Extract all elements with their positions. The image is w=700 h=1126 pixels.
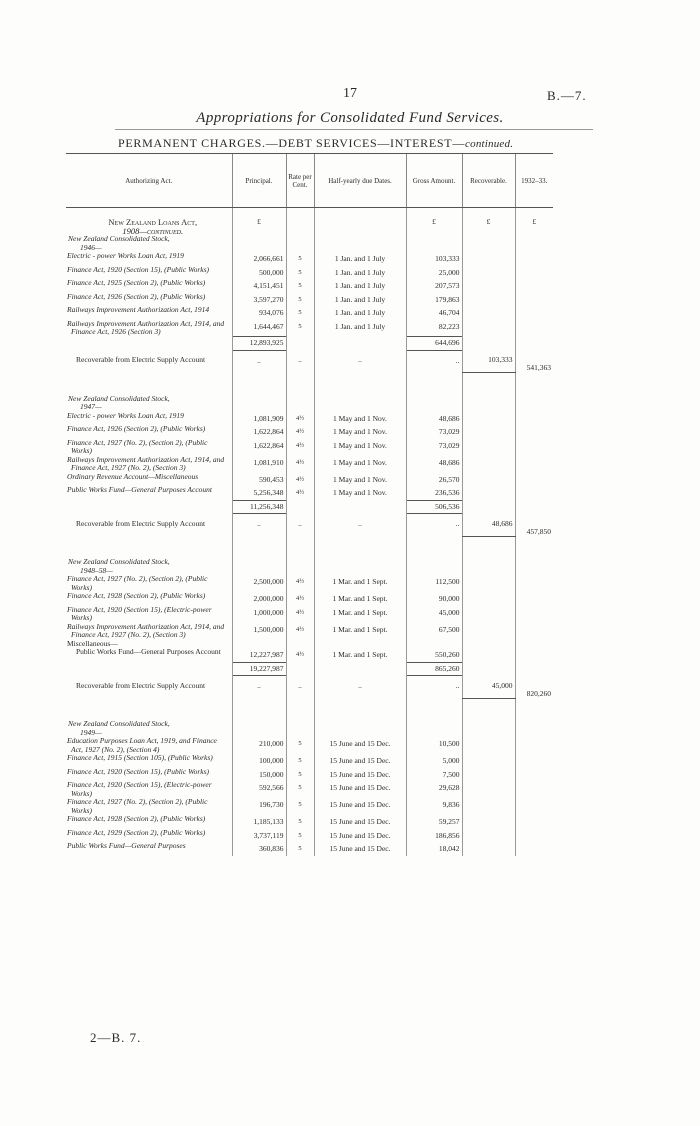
table-row — [66, 815, 553, 829]
gross-amount: 48,686 — [406, 456, 462, 473]
table-row — [66, 486, 553, 500]
table-row — [66, 606, 553, 623]
net-amount: 541,363 — [515, 350, 553, 373]
page-title: Appropriations for Consolidated Fund Services. — [196, 110, 504, 126]
authorizing-act: Public Works Fund—General Purposes Account — [67, 485, 212, 494]
due-dates: 1 May and 1 Nov. — [314, 439, 406, 456]
principal-amount: 150,000 — [232, 768, 286, 782]
authorizing-act: Education Purposes Loan Act, 1919, and Finance Act, 1927 (No. 2), (Section 4) — [67, 736, 217, 754]
principal-amount: 1,081,909 — [232, 412, 286, 426]
rate-per-cent: 5 — [286, 768, 314, 782]
principal-amount: 590,453 — [232, 473, 286, 487]
gross-total: 865,260 — [406, 662, 462, 676]
due-dates: 1 Jan. and 1 July — [314, 306, 406, 320]
due-dates: 1 Jan. and 1 July — [314, 266, 406, 280]
rate-per-cent: 4½ — [286, 606, 314, 623]
dots-gross: .. — [406, 514, 462, 537]
gross-amount: 59,257 — [406, 815, 462, 829]
principal-amount: 500,000 — [232, 266, 286, 280]
table-row — [66, 439, 553, 456]
stock-heading-row — [66, 720, 553, 737]
rate-per-cent: 5 — [286, 306, 314, 320]
authorizing-act: Electric - power Works Loan Act, 1919 — [67, 410, 184, 420]
authorizing-act: Finance Act, 1926 (Section 2), (Public Works) — [67, 424, 206, 433]
rate-per-cent: 4½ — [286, 473, 314, 487]
rate-per-cent: 4½ — [286, 456, 314, 473]
stock-label — [66, 720, 232, 737]
header-year: 1932–33. — [515, 154, 553, 208]
stock-name: New Zealand Consolidated Stock, — [68, 719, 170, 728]
header-due-dates: Half-yearly due Dates. — [314, 154, 406, 208]
rate-per-cent: 4½ — [286, 425, 314, 439]
stock-label — [66, 235, 232, 252]
dots-rate: .. — [286, 676, 314, 699]
gross-amount: 103,333 — [406, 252, 462, 266]
dots-gross: .. — [406, 350, 462, 373]
rate-per-cent: 5 — [286, 279, 314, 293]
principal-amount: 2,000,000 — [232, 592, 286, 606]
due-dates: 1 Mar. and 1 Sept. — [314, 623, 406, 640]
principal-amount: 1,644,467 — [232, 320, 286, 337]
table-header-row — [66, 154, 553, 208]
dots-principal: .. — [232, 676, 286, 699]
stock-heading-row — [66, 395, 553, 412]
table-row — [66, 412, 553, 426]
gross-amount: 90,000 — [406, 592, 462, 606]
recoverable-amount: 48,686 — [462, 514, 515, 537]
dots-principal: .. — [232, 350, 286, 373]
recoverable-label: Recoverable from Electric Supply Account — [76, 355, 206, 364]
table-row — [66, 592, 553, 606]
table-row — [66, 293, 553, 307]
authorizing-act: Railways Improvement Authorization Act, 1914, and Finance Act, 1927 (No. 2), (Section 3) — [67, 621, 225, 639]
rate-per-cent: 4½ — [286, 486, 314, 500]
gross-amount: 46,704 — [406, 306, 462, 320]
gross-amount: 18,042 — [406, 842, 462, 856]
principal-total: 12,893,925 — [232, 337, 286, 351]
due-dates: 1 May and 1 Nov. — [314, 412, 406, 426]
rate-per-cent: 5 — [286, 842, 314, 856]
authorizing-act: Ordinary Revenue Account—Miscellaneous — [67, 471, 199, 481]
net-amount: 820,260 — [515, 676, 553, 699]
authorizing-act: Miscellaneous— — [67, 638, 118, 648]
due-dates: 15 June and 15 Dec. — [314, 737, 406, 754]
principal-total: 11,256,348 — [232, 500, 286, 514]
authorizing-act: Finance Act, 1927 (No. 2), (Section 2), (Public Works) — [67, 437, 208, 455]
authorizing-act: Electric - power Works Loan Act, 1919 — [67, 251, 184, 260]
stock-name: New Zealand Consolidated Stock, — [68, 557, 170, 566]
table-row — [66, 473, 553, 487]
heading-act-row — [66, 218, 553, 235]
authorizing-act: Finance Act, 1920 (Section 15), (Electric-power Works) — [67, 780, 212, 798]
recoverable-label: Recoverable from Electric Supply Account — [76, 518, 206, 528]
currency-year: £ — [515, 218, 553, 235]
authorizing-act: Finance Act, 1915 (Section 105), (Public Works) — [67, 753, 213, 762]
gross-amount: 48,686 — [406, 412, 462, 426]
table-row — [66, 781, 553, 798]
table-row — [66, 252, 553, 266]
gross-amount: 29,628 — [406, 781, 462, 798]
principal-amount: 2,500,000 — [232, 575, 286, 592]
rate-per-cent — [286, 640, 314, 649]
rate-per-cent: 4½ — [286, 575, 314, 592]
authorizing-act: Finance Act, 1920 (Section 15), (Electric-power Works) — [67, 604, 212, 622]
table-row — [66, 798, 553, 815]
principal-amount: 1,185,133 — [232, 815, 286, 829]
dots-principal: .. — [232, 514, 286, 537]
gross-amount: 9,836 — [406, 798, 462, 815]
rate-per-cent: 4½ — [286, 439, 314, 456]
due-dates: 15 June and 15 Dec. — [314, 798, 406, 815]
stock-heading-row — [66, 235, 553, 252]
title-rule — [115, 129, 593, 130]
due-dates — [314, 640, 406, 649]
gross-amount: 45,000 — [406, 606, 462, 623]
heading-act — [66, 218, 232, 235]
due-dates: 1 May and 1 Nov. — [314, 456, 406, 473]
recoverable-row — [66, 350, 553, 373]
table-body — [66, 208, 553, 856]
principal-amount: 934,076 — [232, 306, 286, 320]
table-row — [66, 279, 553, 293]
table-row — [66, 306, 553, 320]
rate-per-cent: 5 — [286, 293, 314, 307]
authorizing-act: Finance Act, 1925 (Section 2), (Public Works) — [67, 278, 206, 287]
gross-amount: 207,573 — [406, 279, 462, 293]
rate-per-cent: 4½ — [286, 648, 314, 662]
due-dates: 15 June and 15 Dec. — [314, 781, 406, 798]
gross-amount: 112,500 — [406, 575, 462, 592]
appropriations-table — [66, 153, 553, 856]
principal-amount — [232, 640, 286, 649]
authorizing-act: Finance Act, 1926 (Section 2), (Public Works) — [67, 291, 206, 301]
principal-amount: 5,256,348 — [232, 486, 286, 500]
principal-amount: 1,500,000 — [232, 623, 286, 640]
recoverable-amount: 103,333 — [462, 350, 515, 373]
header-recoverable: Recoverable. — [462, 154, 515, 208]
dots-dates: .. — [314, 676, 406, 699]
gross-total: 506,536 — [406, 500, 462, 514]
gross-amount: 26,570 — [406, 473, 462, 487]
rate-per-cent: 5 — [286, 815, 314, 829]
stock-year: 1946— — [80, 242, 102, 252]
stock-heading-row — [66, 558, 553, 575]
subtitle-continued: continued. — [465, 138, 514, 150]
gross-amount: 550,260 — [406, 648, 462, 662]
table-row — [66, 623, 553, 640]
principal-total: 19,227,987 — [232, 662, 286, 676]
stock-year: 1949— — [80, 727, 102, 737]
stock-year: 1948–58— — [80, 565, 113, 575]
table-row — [66, 737, 553, 754]
due-dates: 1 Jan. and 1 July — [314, 252, 406, 266]
rate-per-cent: 5 — [286, 737, 314, 754]
principal-amount: 1,000,000 — [232, 606, 286, 623]
due-dates: 1 Mar. and 1 Sept. — [314, 648, 406, 662]
table-row — [66, 829, 553, 843]
table-row — [66, 425, 553, 439]
header-authorizing-act: Authorizing Act. — [66, 154, 232, 208]
dots-rate: .. — [286, 514, 314, 537]
document-reference: B.—7. — [547, 88, 587, 103]
page-subtitle — [118, 136, 513, 151]
principal-amount: 1,622,864 — [232, 439, 286, 456]
due-dates: 1 Mar. and 1 Sept. — [314, 606, 406, 623]
rate-per-cent: 5 — [286, 252, 314, 266]
rate-per-cent: 5 — [286, 829, 314, 843]
gross-amount: 7,500 — [406, 768, 462, 782]
authorizing-act: Finance Act, 1920 (Section 15), (Public Works) — [67, 264, 210, 274]
total-row — [66, 500, 553, 514]
rate-per-cent: 5 — [286, 754, 314, 768]
rate-per-cent: 5 — [286, 798, 314, 815]
gross-amount: 236,536 — [406, 486, 462, 500]
stock-name: New Zealand Consolidated Stock, — [68, 234, 170, 243]
table-row — [66, 768, 553, 782]
recoverable-label: Recoverable from Electric Supply Account — [76, 680, 206, 690]
gross-amount: 5,000 — [406, 754, 462, 768]
table-row — [66, 575, 553, 592]
stock-name: New Zealand Consolidated Stock, — [68, 393, 170, 403]
recoverable-row — [66, 514, 553, 537]
authorizing-act: Finance Act, 1920 (Section 15), (Public Works) — [67, 766, 210, 776]
table-row — [66, 648, 553, 662]
dots-dates: .. — [314, 350, 406, 373]
gross-amount: 10,500 — [406, 737, 462, 754]
principal-amount: 3,737,119 — [232, 829, 286, 843]
rate-per-cent: 4½ — [286, 592, 314, 606]
rate-per-cent: 4½ — [286, 412, 314, 426]
table-row — [66, 456, 553, 473]
due-dates: 15 June and 15 Dec. — [314, 829, 406, 843]
recoverable-row — [66, 676, 553, 699]
due-dates: 1 May and 1 Nov. — [314, 486, 406, 500]
gross-total: 644,696 — [406, 337, 462, 351]
due-dates: 15 June and 15 Dec. — [314, 842, 406, 856]
gross-amount: 186,856 — [406, 829, 462, 843]
stock-label — [66, 558, 232, 575]
principal-amount: 210,000 — [232, 737, 286, 754]
authorizing-act: Public Works Fund—General Purposes Account — [76, 647, 221, 656]
page-footer: 2—B. 7. — [90, 1030, 142, 1045]
authorizing-act: Finance Act, 1927 (No. 2), (Section 2), (Public Works) — [67, 797, 208, 815]
gross-amount: 25,000 — [406, 266, 462, 280]
table-row — [66, 754, 553, 768]
due-dates: 15 June and 15 Dec. — [314, 815, 406, 829]
recoverable-amount: 45,000 — [462, 676, 515, 699]
rate-per-cent: 5 — [286, 320, 314, 337]
header-principal: Principal. — [232, 154, 286, 208]
stock-year: 1947— — [80, 402, 102, 411]
due-dates: 1 Jan. and 1 July — [314, 293, 406, 307]
gross-amount: 82,223 — [406, 320, 462, 337]
authorizing-act: Railways Improvement Authorization Act, 1914, and Finance Act, 1927 (No. 2), (Section 3) — [67, 454, 225, 472]
principal-amount: 4,151,451 — [232, 279, 286, 293]
total-row — [66, 337, 553, 351]
gross-amount: 179,863 — [406, 293, 462, 307]
header-gross-amount: Gross Amount. — [406, 154, 462, 208]
due-dates: 1 May and 1 Nov. — [314, 425, 406, 439]
page-number: 17 — [343, 86, 357, 101]
principal-amount: 1,081,910 — [232, 456, 286, 473]
table-row — [66, 320, 553, 337]
gross-amount: 73,029 — [406, 439, 462, 456]
rate-per-cent: 5 — [286, 781, 314, 798]
gross-amount — [406, 640, 462, 649]
rate-per-cent: 5 — [286, 266, 314, 280]
due-dates: 1 Mar. and 1 Sept. — [314, 575, 406, 592]
authorizing-act: Finance Act, 1928 (Section 2), (Public Works) — [67, 814, 206, 823]
principal-amount: 1,622,864 — [232, 425, 286, 439]
dots-gross: .. — [406, 676, 462, 699]
rate-per-cent: 4½ — [286, 623, 314, 640]
net-amount: 457,850 — [515, 514, 553, 537]
authorizing-act: Public Works Fund—General Purposes — [67, 841, 186, 850]
currency-gross: £ — [406, 218, 462, 235]
currency-recoverable: £ — [462, 218, 515, 235]
heading-act-name: New Zealand Loans Act, — [108, 217, 198, 227]
due-dates: 1 Jan. and 1 July — [314, 279, 406, 293]
authorizing-act: Railways Improvement Authorization Act, 1914 — [67, 305, 210, 314]
dots-dates: .. — [314, 514, 406, 537]
authorizing-act: Finance Act, 1929 (Section 2), (Public Works) — [67, 827, 206, 837]
subtitle-text: PERMANENT CHARGES.—DEBT SERVICES—INTEREST— — [118, 136, 466, 150]
principal-amount: 196,730 — [232, 798, 286, 815]
stock-label — [66, 395, 232, 412]
dots-rate: .. — [286, 350, 314, 373]
table-row — [66, 842, 553, 856]
due-dates: 15 June and 15 Dec. — [314, 754, 406, 768]
principal-amount: 100,000 — [232, 754, 286, 768]
total-row — [66, 662, 553, 676]
gross-amount: 73,029 — [406, 425, 462, 439]
gross-amount: 67,500 — [406, 623, 462, 640]
principal-amount: 3,597,270 — [232, 293, 286, 307]
principal-amount: 360,836 — [232, 842, 286, 856]
heading-act-continued: 1908—continued. — [122, 225, 184, 236]
header-rate: Rate per Cent. — [286, 154, 314, 208]
principal-amount: 12,227,987 — [232, 648, 286, 662]
currency-principal: £ — [232, 218, 286, 235]
due-dates: 1 Mar. and 1 Sept. — [314, 592, 406, 606]
due-dates: 1 May and 1 Nov. — [314, 473, 406, 487]
due-dates: 15 June and 15 Dec. — [314, 768, 406, 782]
authorizing-act: Finance Act, 1927 (No. 2), (Section 2), (Public Works) — [67, 574, 208, 592]
table-row — [66, 266, 553, 280]
authorizing-act: Railways Improvement Authorization Act, 1914, and Finance Act, 1926 (Section 3) — [67, 318, 225, 336]
principal-amount: 592,566 — [232, 781, 286, 798]
principal-amount: 2,066,661 — [232, 252, 286, 266]
due-dates: 1 Jan. and 1 July — [314, 320, 406, 337]
authorizing-act: Finance Act, 1928 (Section 2), (Public Works) — [67, 591, 206, 600]
